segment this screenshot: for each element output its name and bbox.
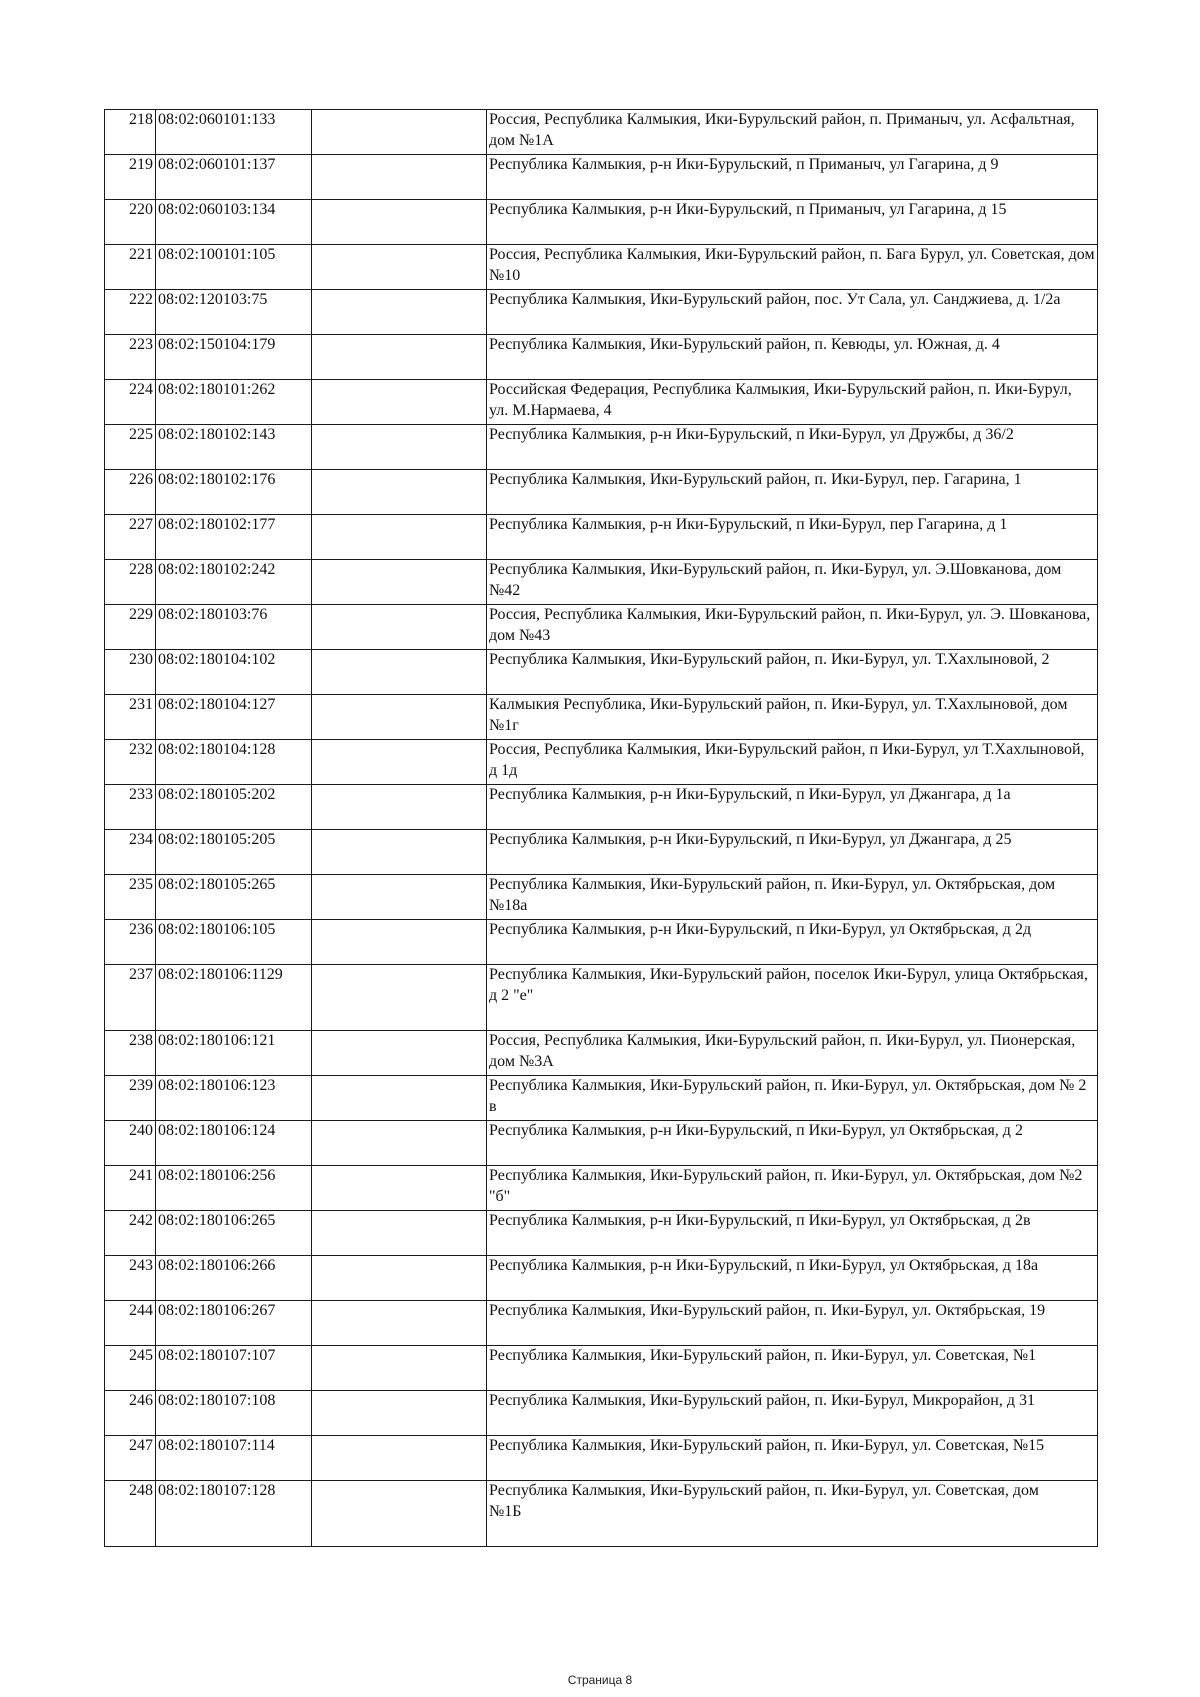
address-cell: Российская Федерация, Республика Калмыкия, Ики-Бурульский район, п. Ики-Бурул, ул. М.Нармаева, 4 — [487, 380, 1098, 425]
address-cell: Республика Калмыкия, р-н Ики-Бурульский, п Приманыч, ул Гагарина, д 9 — [487, 155, 1098, 200]
row-number-cell: 240 — [105, 1121, 156, 1166]
address-cell: Республика Калмыкия, Ики-Бурульский район, п. Ики-Бурул, пер. Гагарина, 1 — [487, 470, 1098, 515]
table-row — [105, 1346, 1098, 1391]
table-row — [105, 110, 1098, 155]
table-row — [105, 1166, 1098, 1211]
row-number-cell: 223 — [105, 335, 156, 380]
address-cell: Республика Калмыкия, р-н Ики-Бурульский, п Ики-Бурул, ул Октябрьская, д 2д — [487, 920, 1098, 965]
empty-cell — [312, 290, 487, 335]
table-row — [105, 1481, 1098, 1547]
empty-cell — [312, 110, 487, 155]
row-number-cell: 231 — [105, 695, 156, 740]
address-cell: Республика Калмыкия, р-н Ики-Бурульский, п Ики-Бурул, ул Октябрьская, д 2 — [487, 1121, 1098, 1166]
table-row — [105, 740, 1098, 785]
address-cell: Республика Калмыкия, Ики-Бурульский район, поселок Ики-Бурул, улица Октябрьская, д 2 "е" — [487, 965, 1098, 1031]
table-row — [105, 830, 1098, 875]
empty-cell — [312, 1301, 487, 1346]
empty-cell — [312, 875, 487, 920]
empty-cell — [312, 605, 487, 650]
row-number-cell: 245 — [105, 1346, 156, 1391]
row-number-cell: 239 — [105, 1076, 156, 1121]
address-cell: Россия, Республика Калмыкия, Ики-Бурульский район, п Ики-Бурул, ул Т.Хахлыновой, д 1д — [487, 740, 1098, 785]
empty-cell — [312, 650, 487, 695]
table-row — [105, 1301, 1098, 1346]
table-row — [105, 1211, 1098, 1256]
address-cell: Республика Калмыкия, Ики-Бурульский район, п. Ики-Бурул, ул. Советская, №15 — [487, 1436, 1098, 1481]
address-cell: Республика Калмыкия, Ики-Бурульский район, п. Ики-Бурул, ул. Советская, дом №1Б — [487, 1481, 1098, 1547]
address-cell: Республика Калмыкия, Ики-Бурульский район, п. Кевюды, ул. Южная, д. 4 — [487, 335, 1098, 380]
row-number-cell: 226 — [105, 470, 156, 515]
cadastral-number-cell: 08:02:180103:76 — [156, 605, 312, 650]
row-number-cell: 242 — [105, 1211, 156, 1256]
table-row — [105, 155, 1098, 200]
cadastral-number-cell: 08:02:100101:105 — [156, 245, 312, 290]
table-row — [105, 1076, 1098, 1121]
address-cell: Республика Калмыкия, р-н Ики-Бурульский, п Ики-Бурул, ул Октябрьская, д 2в — [487, 1211, 1098, 1256]
table-row — [105, 965, 1098, 1031]
cadastral-number-cell: 08:02:180105:205 — [156, 830, 312, 875]
cadastral-number-cell: 08:02:180107:114 — [156, 1436, 312, 1481]
table-row — [105, 290, 1098, 335]
table-row — [105, 335, 1098, 380]
row-number-cell: 232 — [105, 740, 156, 785]
row-number-cell: 218 — [105, 110, 156, 155]
address-cell: Республика Калмыкия, Ики-Бурульский район, п. Ики-Бурул, ул. Октябрьская, дом №18а — [487, 875, 1098, 920]
cadastral-number-cell: 08:02:060101:133 — [156, 110, 312, 155]
empty-cell — [312, 335, 487, 380]
address-cell: Россия, Республика Калмыкия, Ики-Бурульский район, п. Ики-Бурул, ул. Э. Шовканова, дом №43 — [487, 605, 1098, 650]
row-number-cell: 220 — [105, 200, 156, 245]
address-cell: Республика Калмыкия, р-н Ики-Бурульский, п Ики-Бурул, ул Джангара, д 25 — [487, 830, 1098, 875]
cadastral-number-cell: 08:02:180104:127 — [156, 695, 312, 740]
row-number-cell: 235 — [105, 875, 156, 920]
empty-cell — [312, 155, 487, 200]
empty-cell — [312, 1391, 487, 1436]
address-cell: Республика Калмыкия, р-н Ики-Бурульский, п Ики-Бурул, пер Гагарина, д 1 — [487, 515, 1098, 560]
table-row — [105, 875, 1098, 920]
empty-cell — [312, 200, 487, 245]
cadastral-number-cell: 08:02:180106:1129 — [156, 965, 312, 1031]
cadastral-number-cell: 08:02:180106:105 — [156, 920, 312, 965]
empty-cell — [312, 1436, 487, 1481]
row-number-cell: 228 — [105, 560, 156, 605]
empty-cell — [312, 920, 487, 965]
row-number-cell: 219 — [105, 155, 156, 200]
table-row — [105, 785, 1098, 830]
table-row — [105, 425, 1098, 470]
table-row — [105, 1256, 1098, 1301]
empty-cell — [312, 515, 487, 560]
row-number-cell: 227 — [105, 515, 156, 560]
address-cell: Республика Калмыкия, Ики-Бурульский район, п. Ики-Бурул, Микрорайон, д 31 — [487, 1391, 1098, 1436]
registry-table-body — [105, 110, 1098, 1547]
row-number-cell: 225 — [105, 425, 156, 470]
empty-cell — [312, 830, 487, 875]
row-number-cell: 247 — [105, 1436, 156, 1481]
table-row — [105, 1391, 1098, 1436]
row-number-cell: 222 — [105, 290, 156, 335]
empty-cell — [312, 695, 487, 740]
address-cell: Республика Калмыкия, р-н Ики-Бурульский, п Ики-Бурул, ул Джангара, д 1а — [487, 785, 1098, 830]
empty-cell — [312, 1211, 487, 1256]
table-row — [105, 470, 1098, 515]
empty-cell — [312, 560, 487, 605]
table-row — [105, 1436, 1098, 1481]
cadastral-number-cell: 08:02:180107:128 — [156, 1481, 312, 1547]
table-row — [105, 245, 1098, 290]
cadastral-number-cell: 08:02:180106:124 — [156, 1121, 312, 1166]
empty-cell — [312, 1121, 487, 1166]
table-row — [105, 200, 1098, 245]
cadastral-number-cell: 08:02:180106:123 — [156, 1076, 312, 1121]
table-row — [105, 920, 1098, 965]
cadastral-number-cell: 08:02:180106:266 — [156, 1256, 312, 1301]
row-number-cell: 229 — [105, 605, 156, 650]
cadastral-number-cell: 08:02:180102:143 — [156, 425, 312, 470]
row-number-cell: 237 — [105, 965, 156, 1031]
address-cell: Республика Калмыкия, р-н Ики-Бурульский, п Ики-Бурул, ул Октябрьская, д 18а — [487, 1256, 1098, 1301]
cadastral-number-cell: 08:02:180106:121 — [156, 1031, 312, 1076]
empty-cell — [312, 965, 487, 1031]
cadastral-number-cell: 08:02:180102:242 — [156, 560, 312, 605]
row-number-cell: 224 — [105, 380, 156, 425]
row-number-cell: 236 — [105, 920, 156, 965]
property-registry-table — [104, 109, 1098, 1547]
table-row — [105, 1031, 1098, 1076]
empty-cell — [312, 1031, 487, 1076]
page-number: Страница 8 — [567, 1673, 633, 1687]
cadastral-number-cell: 08:02:180102:177 — [156, 515, 312, 560]
cadastral-number-cell: 08:02:180105:265 — [156, 875, 312, 920]
cadastral-number-cell: 08:02:180104:102 — [156, 650, 312, 695]
row-number-cell: 230 — [105, 650, 156, 695]
address-cell: Республика Калмыкия, Ики-Бурульский район, п. Ики-Бурул, ул. Октябрьская, дом № 2 в — [487, 1076, 1098, 1121]
empty-cell — [312, 1481, 487, 1547]
table-row — [105, 380, 1098, 425]
empty-cell — [312, 380, 487, 425]
row-number-cell: 233 — [105, 785, 156, 830]
address-cell: Россия, Республика Калмыкия, Ики-Бурульский район, п. Ики-Бурул, ул. Пионерская, дом №3А — [487, 1031, 1098, 1076]
address-cell: Республика Калмыкия, Ики-Бурульский район, пос. Ут Сала, ул. Санджиева, д. 1/2а — [487, 290, 1098, 335]
empty-cell — [312, 1166, 487, 1211]
address-cell: Республика Калмыкия, Ики-Бурульский район, п. Ики-Бурул, ул. Октябрьская, 19 — [487, 1301, 1098, 1346]
cadastral-number-cell: 08:02:180106:256 — [156, 1166, 312, 1211]
address-cell: Россия, Республика Калмыкия, Ики-Бурульский район, п. Приманыч, ул. Асфальтная, дом №1А — [487, 110, 1098, 155]
table-row — [105, 605, 1098, 650]
cadastral-number-cell: 08:02:180104:128 — [156, 740, 312, 785]
row-number-cell: 248 — [105, 1481, 156, 1547]
empty-cell — [312, 470, 487, 515]
address-cell: Республика Калмыкия, Ики-Бурульский район, п. Ики-Бурул, ул. Советская, №1 — [487, 1346, 1098, 1391]
address-cell: Республика Калмыкия, р-н Ики-Бурульский, п Ики-Бурул, ул Дружбы, д 36/2 — [487, 425, 1098, 470]
cadastral-number-cell: 08:02:150104:179 — [156, 335, 312, 380]
row-number-cell: 238 — [105, 1031, 156, 1076]
address-cell: Республика Калмыкия, Ики-Бурульский район, п. Ики-Бурул, ул. Т.Хахлыновой, 2 — [487, 650, 1098, 695]
cadastral-number-cell: 08:02:180106:267 — [156, 1301, 312, 1346]
empty-cell — [312, 1076, 487, 1121]
row-number-cell: 221 — [105, 245, 156, 290]
empty-cell — [312, 245, 487, 290]
cadastral-number-cell: 08:02:060103:134 — [156, 200, 312, 245]
table-row — [105, 515, 1098, 560]
table-row — [105, 560, 1098, 605]
table-row — [105, 695, 1098, 740]
table-row — [105, 650, 1098, 695]
cadastral-number-cell: 08:02:180107:107 — [156, 1346, 312, 1391]
empty-cell — [312, 785, 487, 830]
cadastral-number-cell: 08:02:180101:262 — [156, 380, 312, 425]
cadastral-number-cell: 08:02:120103:75 — [156, 290, 312, 335]
cadastral-number-cell: 08:02:180105:202 — [156, 785, 312, 830]
cadastral-number-cell: 08:02:060101:137 — [156, 155, 312, 200]
address-cell: Республика Калмыкия, Ики-Бурульский район, п. Ики-Бурул, ул. Октябрьская, дом №2 "б" — [487, 1166, 1098, 1211]
row-number-cell: 243 — [105, 1256, 156, 1301]
address-cell: Республика Калмыкия, Ики-Бурульский район, п. Ики-Бурул, ул. Э.Шовканова, дом №42 — [487, 560, 1098, 605]
empty-cell — [312, 1256, 487, 1301]
empty-cell — [312, 425, 487, 470]
cadastral-number-cell: 08:02:180106:265 — [156, 1211, 312, 1256]
address-cell: Республика Калмыкия, р-н Ики-Бурульский, п Приманыч, ул Гагарина, д 15 — [487, 200, 1098, 245]
address-cell: Калмыкия Республика, Ики-Бурульский район, п. Ики-Бурул, ул. Т.Хахлыновой, дом №1г — [487, 695, 1098, 740]
table-row — [105, 1121, 1098, 1166]
empty-cell — [312, 1346, 487, 1391]
row-number-cell: 234 — [105, 830, 156, 875]
row-number-cell: 241 — [105, 1166, 156, 1211]
address-cell: Россия, Республика Калмыкия, Ики-Бурульский район, п. Бага Бурул, ул. Советская, дом №10 — [487, 245, 1098, 290]
cadastral-number-cell: 08:02:180102:176 — [156, 470, 312, 515]
row-number-cell: 246 — [105, 1391, 156, 1436]
cadastral-number-cell: 08:02:180107:108 — [156, 1391, 312, 1436]
empty-cell — [312, 740, 487, 785]
row-number-cell: 244 — [105, 1301, 156, 1346]
